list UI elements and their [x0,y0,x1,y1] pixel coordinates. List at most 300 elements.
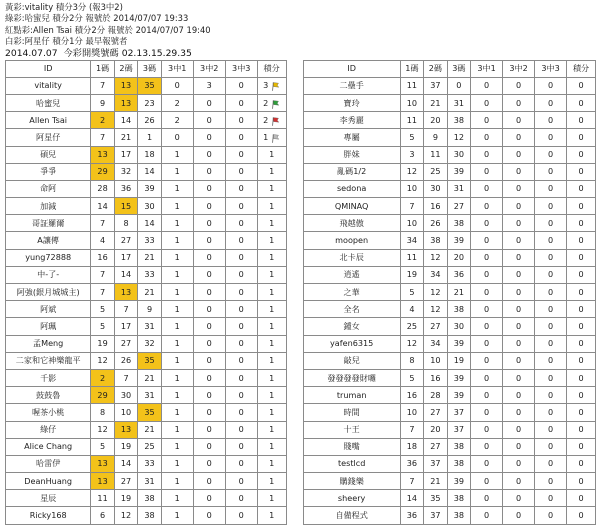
pick-1: 10 [400,215,423,232]
hit-2-count: 0 [193,249,225,266]
hit-1-count: 1 [161,318,193,335]
pick-2: 20 [424,421,447,438]
hit-3-count: 0 [535,335,567,352]
pick-3: 39 [447,232,470,249]
hit-2-count: 0 [503,284,535,301]
hit-3-count: 0 [535,249,567,266]
column-gap [286,284,303,301]
player-id: 哥証羅爾 [6,215,91,232]
hit-1-count: 0 [471,473,503,490]
col-header-n2: 2碼 [424,60,447,77]
hit-3-count: 0 [225,198,257,215]
points: 1 [257,215,286,232]
hit-1-count: 0 [471,284,503,301]
points: 1 [257,146,286,163]
player-id: yafen6315 [303,335,400,352]
pick-3: 38 [138,490,161,507]
pick-2: 17 [114,146,137,163]
pick-1: 16 [400,387,423,404]
player-id: 喔茶小桃 [6,404,91,421]
pick-2: 21 [424,473,447,490]
hit-3-count: 0 [225,301,257,318]
pick-1: 7 [91,266,114,283]
hit-2-count: 0 [193,112,225,129]
points: 1 [257,249,286,266]
hit-3-count: 0 [535,266,567,283]
hit-2-count: 0 [503,421,535,438]
hit-3-count: 0 [535,301,567,318]
pick-2: 19 [114,438,137,455]
hit-3-count: 0 [535,198,567,215]
player-id: 胖妹 [303,146,400,163]
points: 0 [567,369,596,386]
hit-2-count: 0 [193,455,225,472]
pick-2: 36 [114,180,137,197]
pick-1: 19 [91,335,114,352]
pick-1: 7 [91,284,114,301]
points [257,129,286,146]
column-gap [286,438,303,455]
hit-3-count: 0 [225,507,257,524]
column-gap [286,232,303,249]
player-id: 阿強(銀月城城主) [6,284,91,301]
pick-3: 1 [138,129,161,146]
pick-2: 38 [424,232,447,249]
hit-1-count: 0 [471,507,503,524]
pick-1: 7 [91,215,114,232]
pick-3: 18 [138,146,161,163]
hit-2-count: 0 [503,163,535,180]
pick-2: 16 [424,369,447,386]
pick-1: 6 [91,507,114,524]
pick-2: 27 [424,438,447,455]
pick-2: 9 [424,129,447,146]
draw-label: 今彩開獎號碼 [63,47,119,59]
points: 1 [257,490,286,507]
pick-3: 33 [138,455,161,472]
player-id: 加減 [6,198,91,215]
table-row [6,163,596,180]
hit-2-count: 0 [193,163,225,180]
pick-2: 32 [114,163,137,180]
pick-3: 19 [447,352,470,369]
hit-2-count: 0 [193,284,225,301]
hit-2-count: 0 [193,232,225,249]
hit-3-count: 0 [225,284,257,301]
pick-3: 38 [447,507,470,524]
hit-3-count: 0 [535,369,567,386]
draw-numbers: 02.13.15.29.35 [121,47,192,59]
points: 0 [567,438,596,455]
player-id: 孟Meng [6,335,91,352]
hit-1-count: 0 [161,129,193,146]
player-id: 二壘手 [303,77,400,94]
flag-white-icon [272,133,280,142]
table-body [6,77,596,524]
hit-3-count: 0 [225,369,257,386]
hit-2-count: 0 [503,455,535,472]
points: 1 [257,180,286,197]
hit-2-count: 0 [193,490,225,507]
pick-3: 37 [447,421,470,438]
pick-1: 8 [91,404,114,421]
pick-1: 28 [91,180,114,197]
column-gap [286,180,303,197]
pick-2: 16 [424,198,447,215]
hit-2-count: 0 [193,180,225,197]
col-header-hit2: 3中2 [193,60,225,77]
points [257,77,286,94]
points: 1 [257,421,286,438]
pick-2: 19 [114,490,137,507]
pick-1: 4 [400,301,423,318]
pick-3: 30 [447,146,470,163]
points: 0 [567,473,596,490]
pick-3: 25 [138,438,161,455]
hit-1-count: 2 [161,94,193,111]
col-header-id: ID [6,60,91,77]
hit-3-count: 0 [225,335,257,352]
player-id: 二家和它神樂龍平 [6,352,91,369]
hit-1-count: 1 [161,284,193,301]
hit-2-count: 0 [503,129,535,146]
hit-2-count: 0 [503,352,535,369]
flag-green-icon [272,99,280,108]
column-gap [286,455,303,472]
hit-1-count: 1 [161,215,193,232]
col-header-hit3: 3中3 [225,60,257,77]
points: 1 [257,335,286,352]
pick-3: 39 [447,369,470,386]
table-header-row [6,60,596,77]
points: 1 [257,387,286,404]
table-row [6,180,596,197]
column-gap [286,335,303,352]
pick-3: 20 [447,249,470,266]
pick-2: 15 [114,198,137,215]
hit-1-count: 1 [161,249,193,266]
hit-3-count: 0 [225,318,257,335]
points: 0 [567,507,596,524]
hit-1-count: 0 [471,352,503,369]
points: 0 [567,387,596,404]
hit-2-count: 0 [503,507,535,524]
hit-1-count: 1 [161,232,193,249]
table-row [6,77,596,94]
pick-1: 13 [91,473,114,490]
pick-1: 12 [91,352,114,369]
column-gap [286,112,303,129]
pick-3: 31 [138,318,161,335]
hit-2-count: 0 [503,198,535,215]
hit-1-count: 0 [471,129,503,146]
hit-2-count: 0 [193,129,225,146]
pick-3: 33 [138,232,161,249]
hit-2-count: 0 [503,180,535,197]
pick-3: 14 [138,163,161,180]
pick-2: 35 [424,490,447,507]
pick-2: 10 [424,352,447,369]
pick-3: 30 [138,198,161,215]
col-header-n2: 2碼 [114,60,137,77]
table-row [6,249,596,266]
hit-2-count: 0 [193,421,225,438]
col-header-hit2: 3中2 [503,60,535,77]
points: 0 [567,146,596,163]
points [257,112,286,129]
hit-3-count: 0 [225,387,257,404]
pick-3: 26 [138,112,161,129]
player-id: 李秀麗 [303,112,400,129]
pick-2: 27 [424,318,447,335]
hit-1-count: 0 [471,438,503,455]
pick-3: 37 [447,404,470,421]
points: 0 [567,180,596,197]
hit-3-count: 0 [225,129,257,146]
points: 1 [257,369,286,386]
pick-1: 12 [400,163,423,180]
hit-3-count: 0 [535,129,567,146]
pick-1: 7 [91,77,114,94]
pick-3: 38 [447,490,470,507]
player-id: 鍾女 [303,318,400,335]
pick-1: 19 [400,266,423,283]
hit-2-count: 0 [503,215,535,232]
player-id: 十王 [303,421,400,438]
hit-2-count: 0 [503,318,535,335]
hit-2-count: 0 [503,112,535,129]
pick-1: 16 [91,249,114,266]
hit-3-count: 0 [535,490,567,507]
hit-2-count: 0 [503,369,535,386]
hit-3-count: 0 [535,421,567,438]
player-id: 中-了- [6,266,91,283]
hit-3-count: 0 [225,232,257,249]
hit-3-count: 0 [535,163,567,180]
hit-2-count: 0 [503,94,535,111]
col-header-hit1: 3中1 [471,60,503,77]
hit-1-count: 0 [471,249,503,266]
pick-2: 27 [114,232,137,249]
hit-3-count: 0 [225,94,257,111]
pick-3: 31 [138,473,161,490]
pick-3: 39 [447,163,470,180]
points: 0 [567,112,596,129]
column-gap [286,129,303,146]
pick-2: 21 [424,94,447,111]
pick-3: 38 [447,455,470,472]
hit-1-count: 1 [161,198,193,215]
pick-3: 35 [138,352,161,369]
column-gap [286,490,303,507]
player-id: 賤嘴 [303,438,400,455]
pick-2: 10 [114,404,137,421]
pick-2: 8 [114,215,137,232]
hit-1-count: 0 [471,198,503,215]
pick-2: 12 [424,249,447,266]
pick-2: 34 [424,335,447,352]
points: 0 [567,301,596,318]
pick-1: 25 [400,318,423,335]
hit-1-count: 0 [471,318,503,335]
hit-3-count: 0 [535,112,567,129]
hit-3-count: 0 [225,473,257,490]
hit-3-count: 0 [535,215,567,232]
hit-1-count: 0 [471,387,503,404]
table-row [6,112,596,129]
pick-2: 26 [424,215,447,232]
player-id: 全名 [303,301,400,318]
player-id: 哈蜜兒 [6,94,91,111]
column-gap [286,421,303,438]
pick-1: 5 [400,129,423,146]
column-gap [286,318,303,335]
points: 0 [567,94,596,111]
winner-line-gold: 黃彩:vitality 積分3分 (報3中2) [5,2,123,12]
points-value: 2 [263,97,269,108]
hit-1-count: 1 [161,473,193,490]
hit-3-count: 0 [535,146,567,163]
hit-2-count: 0 [193,301,225,318]
hit-3-count: 0 [535,284,567,301]
pick-2: 13 [114,421,137,438]
pick-1: 8 [400,352,423,369]
pick-1: 7 [91,129,114,146]
pick-1: 2 [91,112,114,129]
table-row [6,387,596,404]
hit-1-count: 1 [161,387,193,404]
pick-3: 31 [447,94,470,111]
points: 0 [567,232,596,249]
column-gap [286,77,303,94]
points: 0 [567,129,596,146]
pick-2: 12 [114,507,137,524]
column-gap [286,404,303,421]
pick-2: 17 [114,249,137,266]
pick-2: 27 [114,335,137,352]
points-value: 3 [263,80,269,91]
pick-2: 25 [424,163,447,180]
pick-2: 12 [424,284,447,301]
hit-3-count: 0 [535,94,567,111]
hit-2-count: 3 [193,77,225,94]
hit-1-count: 0 [471,180,503,197]
column-gap [286,369,303,386]
pick-1: 5 [400,369,423,386]
player-id: 購錢樂 [303,473,400,490]
table-row [6,490,596,507]
pick-1: 7 [400,198,423,215]
hit-2-count: 0 [193,352,225,369]
player-id: 阿星仔 [6,129,91,146]
pick-3: 31 [138,387,161,404]
hit-1-count: 0 [471,77,503,94]
hit-2-count: 0 [193,266,225,283]
hit-1-count: 1 [161,438,193,455]
points: 1 [257,318,286,335]
table-row [6,318,596,335]
hit-1-count: 0 [471,335,503,352]
points [257,94,286,111]
results-table [5,60,596,525]
pick-3: 31 [447,180,470,197]
hit-3-count: 0 [535,387,567,404]
hit-2-count: 0 [193,507,225,524]
pick-1: 5 [400,284,423,301]
points: 0 [567,455,596,472]
player-id: moopen [303,232,400,249]
pick-3: 21 [138,249,161,266]
points: 0 [567,284,596,301]
pick-1: 7 [400,421,423,438]
hit-3-count: 0 [225,438,257,455]
hit-2-count: 0 [503,404,535,421]
pick-3: 21 [447,284,470,301]
hit-2-count: 0 [503,77,535,94]
hit-3-count: 0 [225,352,257,369]
hit-2-count: 0 [193,473,225,490]
pick-3: 35 [138,77,161,94]
points: 0 [567,249,596,266]
pick-3: 0 [447,77,470,94]
hit-3-count: 0 [535,318,567,335]
hit-1-count: 0 [471,455,503,472]
pick-2: 27 [114,473,137,490]
hit-2-count: 0 [503,249,535,266]
hit-2-count: 0 [193,198,225,215]
column-gap [286,473,303,490]
hit-1-count: 0 [471,404,503,421]
pick-1: 5 [91,301,114,318]
pick-1: 10 [400,404,423,421]
pick-2: 7 [114,301,137,318]
hit-2-count: 0 [193,404,225,421]
table-row [6,94,596,111]
hit-3-count: 0 [225,112,257,129]
points: 1 [257,438,286,455]
col-header-n3: 3碼 [138,60,161,77]
hit-2-count: 0 [193,146,225,163]
pick-2: 34 [424,266,447,283]
pick-3: 21 [138,284,161,301]
column-gap [286,146,303,163]
points: 0 [567,490,596,507]
points: 1 [257,284,286,301]
pick-1: 36 [400,507,423,524]
pick-1: 11 [400,77,423,94]
col-header-n1: 1碼 [400,60,423,77]
player-id: yung72888 [6,249,91,266]
pick-2: 30 [424,180,447,197]
points: 1 [257,266,286,283]
col-header-n3: 3碼 [447,60,470,77]
hit-1-count: 0 [161,77,193,94]
hit-2-count: 0 [193,335,225,352]
pick-2: 27 [424,404,447,421]
draw-info [5,48,596,59]
pick-3: 21 [138,369,161,386]
hit-2-count: 0 [503,387,535,404]
player-id: A讓傳 [6,232,91,249]
pick-3: 38 [447,112,470,129]
pick-3: 39 [447,335,470,352]
pick-1: 10 [400,94,423,111]
column-gap [286,60,303,77]
hit-1-count: 0 [471,266,503,283]
pick-1: 36 [400,455,423,472]
hit-2-count: 0 [503,335,535,352]
table-row [6,421,596,438]
